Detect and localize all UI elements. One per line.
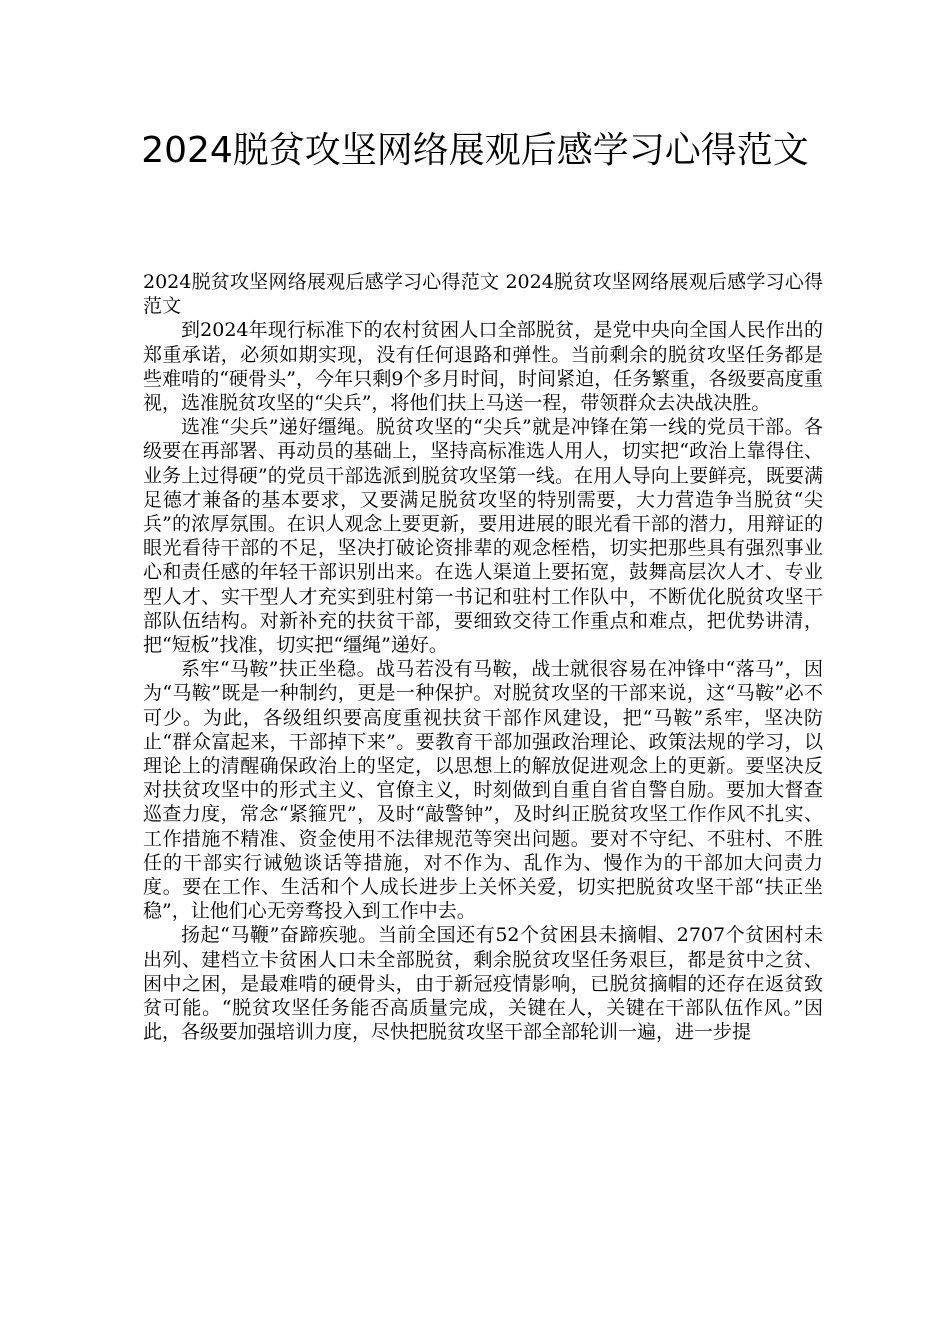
paragraph-intro: 到2024年现行标准下的农村贫困人口全部脱贫，是党中央向全国人民作出的郑重承诺，必须如期实现，没有任何退路和弹性。当前剩余的脱贫攻坚任务都是些难啃的“硬骨头”，今年只剩9个多月时间，时间紧迫，任务繁重，各级要高度重视，选准脱贫攻坚的“尖兵”，将他们扶上马送一程，带领群众去决战决胜。 bbox=[143, 319, 823, 415]
document-body bbox=[143, 270, 823, 1045]
paragraph-whip: 扬起“马鞭”奋蹄疾驰。当前全国还有52个贫困县未摘帽、2707个贫困村未出列、建档立卡贫困人口未全部脱贫，剩余脱贫攻坚任务艰巨，都是贫中之贫、困中之困，是最难啃的硬骨头，由于新冠疫情影响，已脱贫摘帽的还存在返贫致贫可能。“脱贫攻坚任务能否高质量完成，关键在人，关键在干部队伍作风。”因此，各级要加强培训力度，尽快把脱贫攻坚干部全部轮训一遍，进一步提 bbox=[143, 924, 823, 1044]
paragraph-saddle: 系牢“马鞍”扶正坐稳。战马若没有马鞍，战士就很容易在冲锋中“落马”，因为“马鞍”既是一种制约，更是一种保护。对脱贫攻坚的干部来说，这“马鞍”必不可少。为此，各级组织要高度重视扶贫干部作风建设，把“马鞍”系牢，坚决防止“群众富起来，干部掉下来”。要教育干部加强政治理论、政策法规的学习，以理论上的清醒确保政治上的坚定，以思想上的解放促进观念上的更新。要坚决反对扶贫攻坚中的形式主义、官僚主义，时刻做到自重自省自警自励。要加大督查巡查力度，常念“紧箍咒”，及时“敲警钟”，及时纠正脱贫攻坚工作作风不扎实、工作措施不精准、资金使用不法律规范等突出问题。要对不守纪、不驻村、不胜任的干部实行诫勉谈话等措施，对不作为、乱作为、慢作为的干部加大问责力度。要在工作、生活和个人成长进步上关怀关爱，切实把脱贫攻坚干部“扶正坐稳”，让他们心无旁骛投入到工作中去。 bbox=[143, 658, 823, 923]
document-title: 2024脱贫攻坚网络展观后感学习心得范文 bbox=[141, 130, 809, 171]
paragraph-heading-repeat: 2024脱贫攻坚网络展观后感学习心得范文 2024脱贫攻坚网络展观后感学习心得范文 bbox=[143, 271, 823, 318]
paragraph-select-soldiers: 选准“尖兵”递好缰绳。脱贫攻坚的“尖兵”就是冲锋在第一线的党员干部。各级要在再部署、再动员的基础上，坚持高标准选人用人，切实把“政治上靠得住、业务上过得硬”的党员干部选派到脱贫攻坚第一线。在用人导向上要鲜亮，既要满足德才兼备的基本要求，又要满足脱贫攻坚的特别需要，大力营造争当脱贫“尖兵”的浓厚氛围。在识人观念上要更新，要用进展的眼光看干部的潜力，用辩证的眼光看待干部的不足，坚决打破论资排辈的观念桎梏，切实把那些具有强烈事业心和责任感的年轻干部识别出来。在选人渠道上要拓宽，鼓舞高层次人才、专业型人才、实干型人才充实到驻村第一书记和驻村工作队中，不断优化脱贫攻坚干部队伍结构。对新补充的扶贫干部，要细致交待工作重点和难点，把优势讲清，把“短板”找准，切实把“缰绳”递好。 bbox=[143, 416, 823, 657]
